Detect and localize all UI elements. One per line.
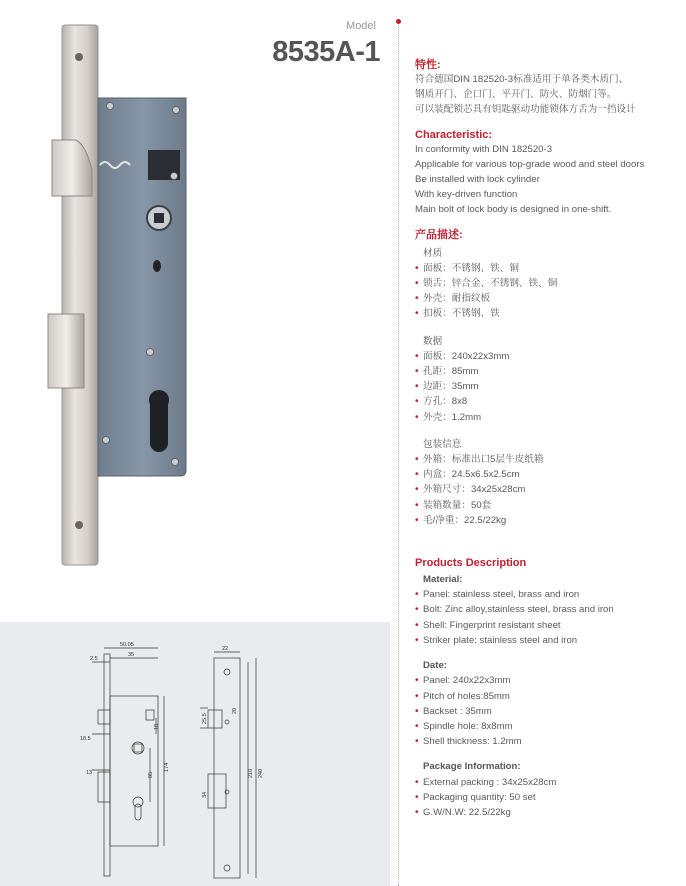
side-view-bolt-bottom [208, 774, 226, 808]
model-number: 8535A-1 [272, 36, 380, 68]
dim-20: 20 [232, 707, 238, 714]
dim-85: 85 [148, 771, 154, 778]
list-item: • 面板：不锈钢、铁、铜 [415, 261, 675, 276]
dim-240: 240 [258, 768, 264, 778]
technical-drawing-panel [0, 622, 390, 886]
description-en-title: Products Description [415, 557, 527, 570]
list-item: • Pitch of holes:85mm [415, 689, 675, 704]
list-item: • 内盒：24.5x6.5x2.5cm [415, 467, 675, 482]
list-item: • Shell: Fingerprint resistant sheet [415, 618, 675, 633]
side-view-bolt-top [208, 710, 222, 728]
characteristic-title: Characteristic: [415, 128, 493, 141]
package-en-list [415, 775, 675, 821]
side-view-plate [214, 658, 240, 878]
characteristic-line: With key-driven function [415, 189, 518, 201]
characteristic-line: Main bolt of lock body is designed in one-shift. [415, 204, 612, 216]
list-item: • 孔距：85mm [415, 364, 675, 379]
list-item: • 锁舌：锌合金、不锈钢、铁、铜 [415, 276, 675, 291]
dim-13: 13 [86, 770, 93, 776]
list-item: • Bolt: Zinc alloy,stainless steel, brass and iron [415, 602, 675, 617]
data-cn-list [415, 349, 675, 425]
list-item: • Panel: 240x22x3mm [415, 673, 675, 688]
plate-screw-hole-top [75, 53, 83, 61]
list-item: • Striker plate: stainless steel and iron [415, 633, 675, 648]
dim-25-5: 25.5 [202, 713, 208, 724]
package-en-title: Package Information: [423, 761, 521, 773]
column-divider [398, 22, 399, 886]
features-cn-title: 特性: [415, 59, 441, 71]
divider-dot [396, 19, 401, 24]
description-en-block [415, 556, 675, 820]
list-item: • External packing : 34x25x28cm [415, 775, 675, 790]
package-cn-list [415, 452, 675, 528]
list-item: • 外壳：耐指纹板 [415, 291, 675, 306]
description-cn-block [415, 228, 675, 528]
dim-2-5: 2.5 [90, 656, 98, 662]
front-view-cylinder [133, 797, 143, 807]
material-cn-title: 材质 [423, 247, 443, 259]
features-cn-line: 符合德国DIN 182520-3标准适用于单各类木质门、 [415, 74, 629, 85]
characteristic-line: Be installed with lock cylinder [415, 174, 540, 186]
dim-50-05: 50.05 [120, 642, 134, 648]
list-item: • 外箱：标准出口5层牛皮纸箱 [415, 452, 675, 467]
material-cn-list [415, 261, 675, 322]
list-item: • 外箱尺寸：34x25x28cm [415, 482, 675, 497]
list-item: • Spindle hole: 8x8mm [415, 719, 675, 734]
lock-body-photo [0, 0, 398, 622]
dim-18-5: 18.5 [80, 736, 91, 742]
model-label: Model [346, 20, 376, 32]
features-cn-block [415, 58, 675, 118]
description-cn-title: 产品描述: [415, 228, 463, 241]
dim-34: 34 [202, 791, 208, 798]
list-item: • 边距：35mm [415, 379, 675, 394]
data-en-list [415, 673, 675, 749]
list-item: • Shell thickness: 1.2mm [415, 734, 675, 749]
characteristic-block [415, 128, 675, 218]
list-item: • 外壳：1.2mm [415, 410, 675, 425]
data-cn-title: 数据 [423, 335, 443, 347]
list-item: • 毛/净重：22.5/22kg [415, 513, 675, 528]
list-item: • Panel: stainless steel, brass and iron [415, 587, 675, 602]
dead-bolt [48, 314, 84, 388]
dim-174: 174 [164, 762, 170, 772]
face-plate [62, 25, 98, 565]
package-cn-title: 包装信息 [423, 438, 462, 450]
dim-35: 35 [128, 652, 135, 658]
spec-column [415, 58, 675, 830]
technical-drawing [0, 622, 390, 886]
front-view-case [110, 696, 158, 846]
material-en-title: Material: [423, 574, 463, 586]
spindle-square [154, 213, 164, 223]
data-en-title: Date: [423, 660, 447, 672]
dim-22: 22 [222, 646, 229, 652]
list-item: • 面板：240x22x3mm [415, 349, 675, 364]
characteristic-line: In conformity with DIN 182520-3 [415, 143, 553, 155]
dim-10: 10 [154, 723, 160, 730]
small-hole [153, 260, 161, 272]
list-item: • 装箱数量：50套 [415, 498, 675, 513]
dim-210: 210 [248, 768, 254, 778]
list-item: • Packaging quantity: 50 set [415, 790, 675, 805]
plate-screw-hole-bottom [75, 521, 83, 529]
list-item: • 方孔：8x8 [415, 394, 675, 409]
characteristic-line: Applicable for various top-grade wood and steel doors [415, 158, 645, 170]
cylinder-hole-top [149, 390, 169, 410]
list-item: • Backset : 35mm [415, 704, 675, 719]
list-item: • G.W/N.W: 22.5/22kg [415, 805, 675, 820]
material-en-list [415, 587, 675, 648]
list-item: • 扣板：不锈钢、铁 [415, 306, 675, 321]
front-view-plate [104, 654, 110, 876]
features-cn-line: 可以装配锁芯具有钥匙驱动功能锁体方舌为一挡设计 [415, 104, 636, 116]
features-cn-line: 钢质开门、企口门、平开门、防火、防烟门等。 [415, 89, 617, 101]
